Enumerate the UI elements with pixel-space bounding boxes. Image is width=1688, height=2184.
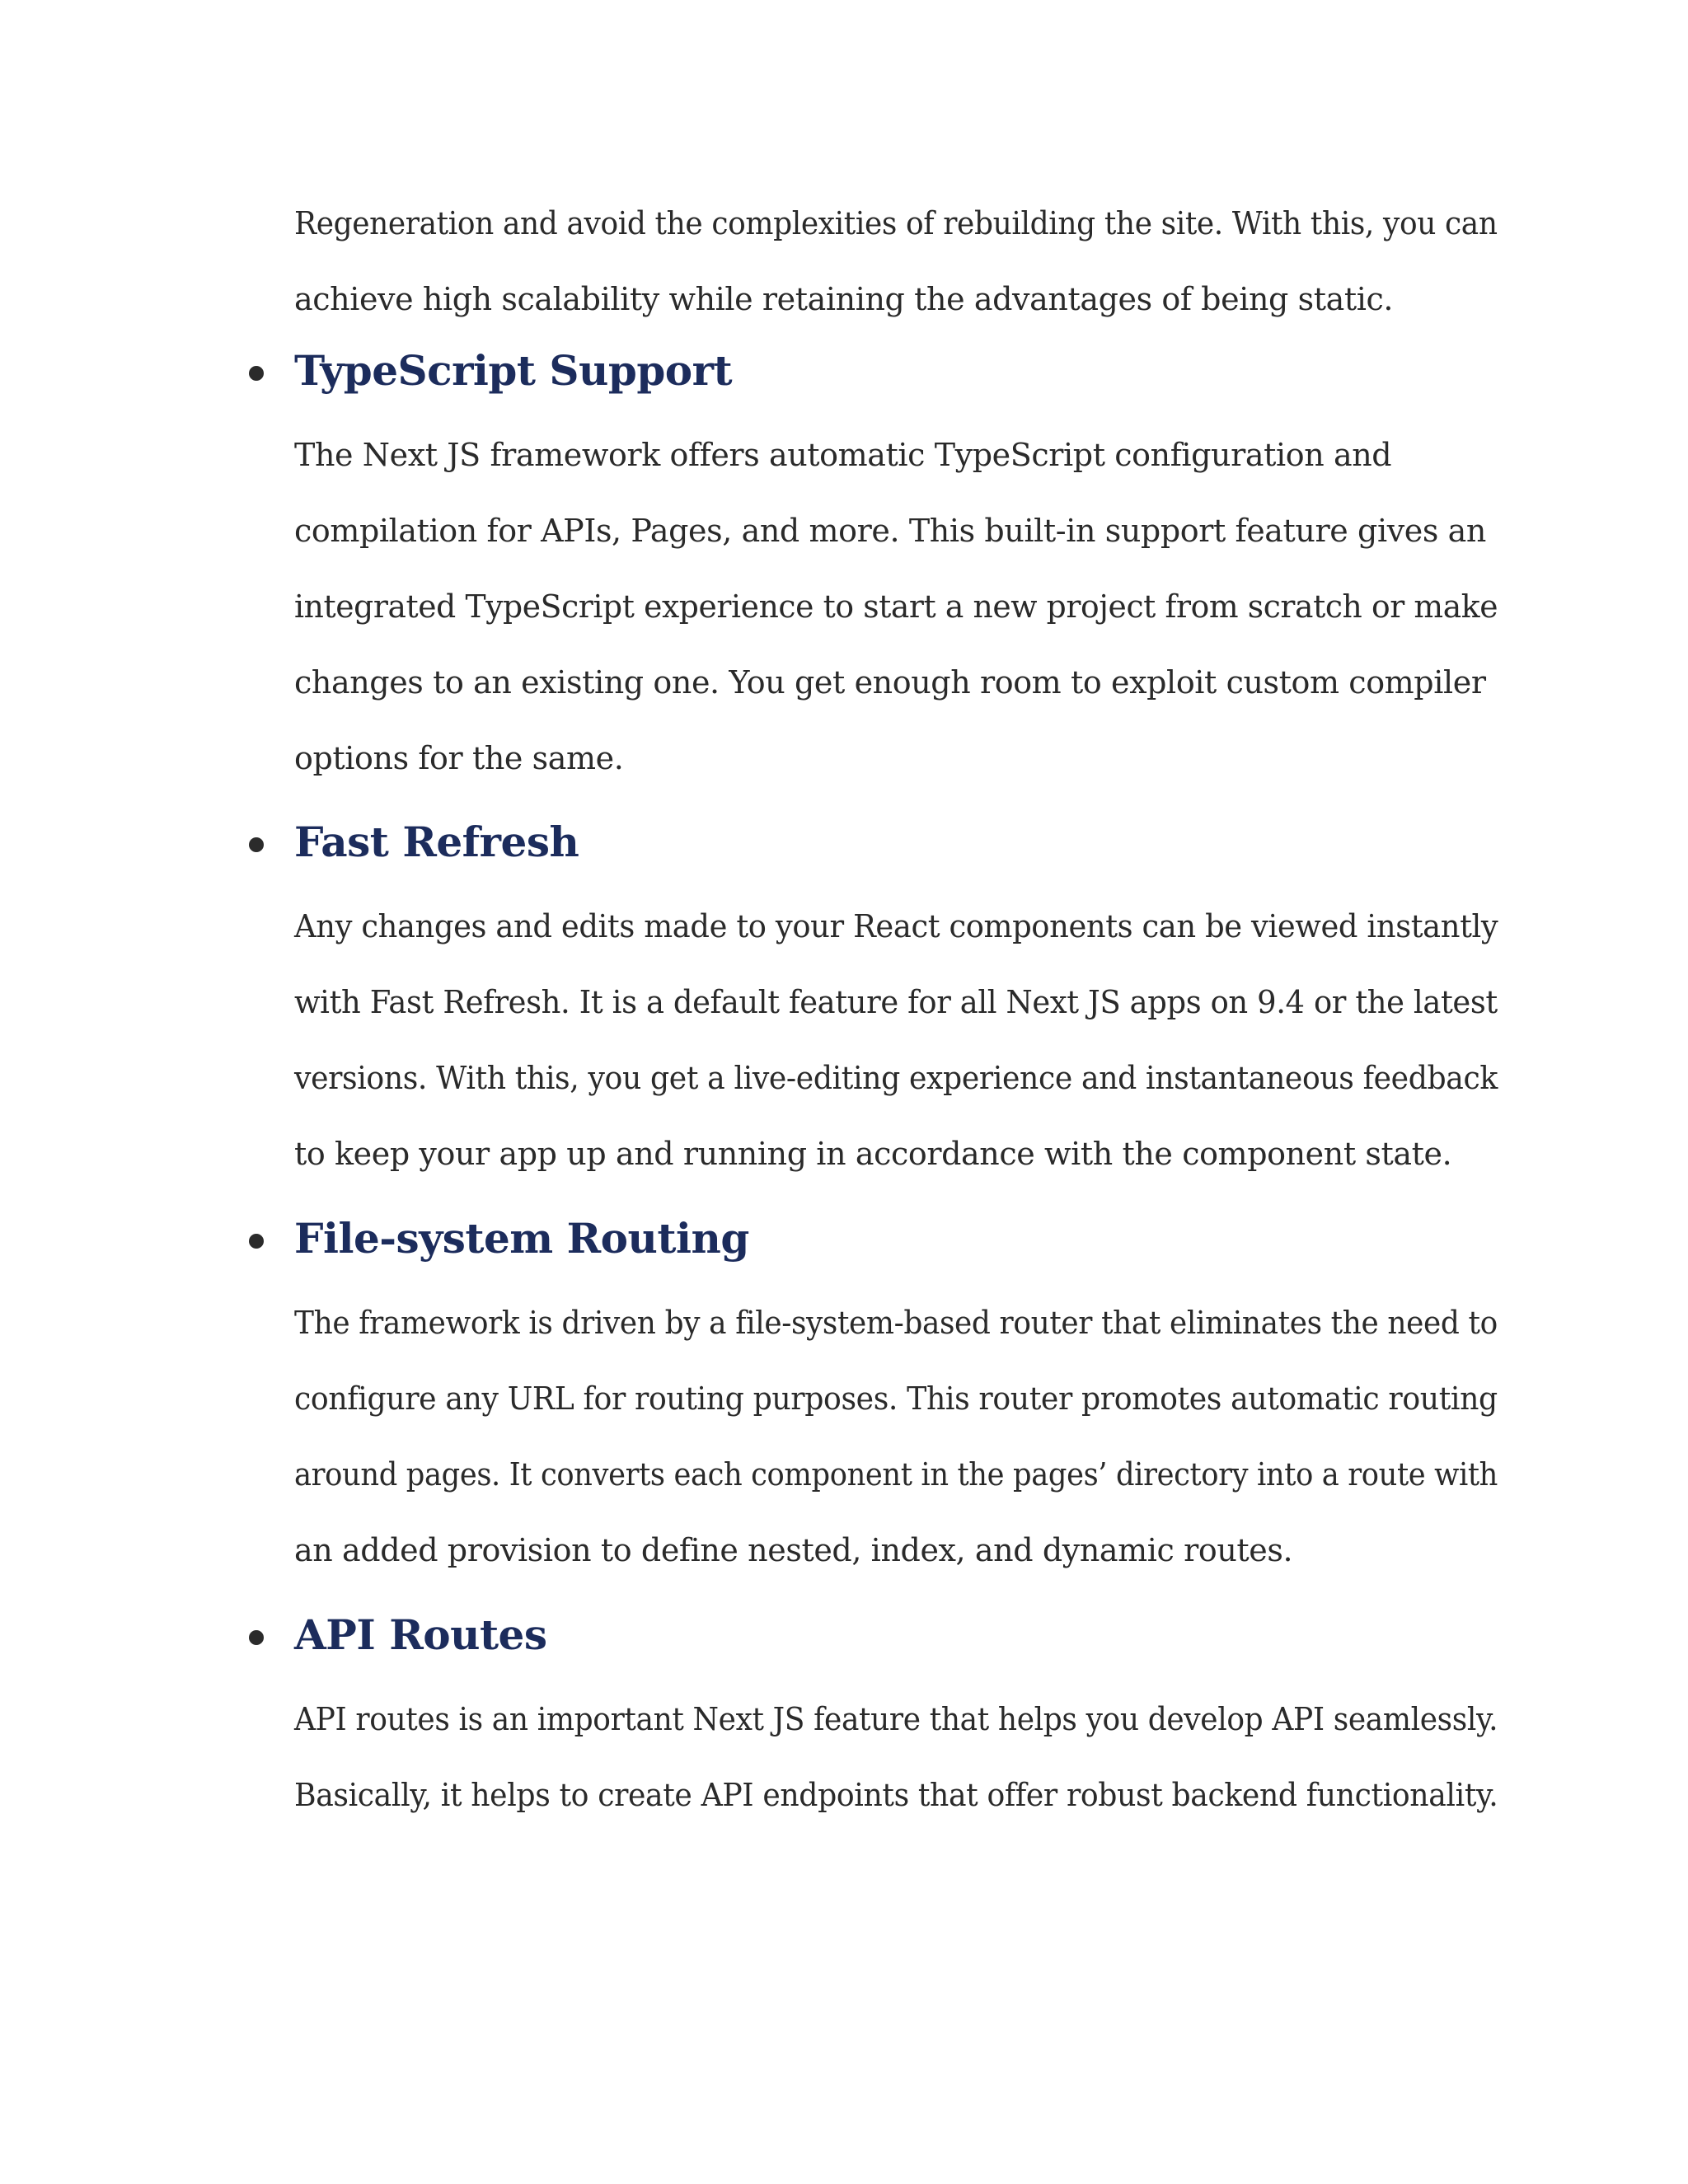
body-line: Any changes and edits made to your React components can be viewed instantly — [294, 908, 1498, 944]
section-paragraph — [294, 1681, 1498, 1833]
bullet-icon — [249, 837, 264, 852]
section-heading-row — [0, 338, 1688, 404]
section-heading: Fast Refresh — [294, 818, 579, 866]
body-line: configure any URL for routing purposes. This router promotes automatic routing — [294, 1380, 1498, 1417]
body-line: API routes is an important Next JS feature that helps you develop API seamlessly. — [294, 1701, 1498, 1737]
body-line: with Fast Refresh. It is a default feature for all Next JS apps on 9.4 or the latest — [294, 984, 1498, 1020]
body-line: options for the same. — [294, 740, 624, 776]
section-paragraph — [294, 417, 1498, 796]
section-heading: API Routes — [294, 1610, 547, 1659]
section-heading-row — [0, 1602, 1688, 1668]
bullet-icon — [249, 1630, 264, 1645]
body-line: achieve high scalability while retaining the advantages of being static. — [294, 281, 1394, 317]
body-line: around pages. It converts each component in the pages’ directory into a route with — [294, 1456, 1498, 1493]
body-line: changes to an existing one. You get enough room to exploit custom compiler — [294, 664, 1486, 701]
section-heading-row — [0, 809, 1688, 875]
section-heading-row — [0, 1206, 1688, 1272]
body-line: Regeneration and avoid the complexities of rebuilding the site. With this, you can — [294, 205, 1498, 241]
bullet-icon — [249, 366, 264, 381]
body-line: versions. With this, you get a live-editing experience and instantaneous feedback — [294, 1060, 1498, 1096]
body-line: The Next JS framework offers automatic TypeScript configuration and — [294, 437, 1392, 473]
section-heading: TypeScript Support — [294, 346, 733, 395]
body-line: an added provision to define nested, index, and dynamic routes. — [294, 1532, 1293, 1568]
intro-paragraph — [294, 185, 1498, 337]
body-line: The framework is driven by a file-system-based router that eliminates the need to — [294, 1305, 1498, 1341]
body-line: integrated TypeScript experience to start a new project from scratch or make — [294, 588, 1498, 625]
body-line: compilation for APIs, Pages, and more. This built-in support feature gives an — [294, 513, 1486, 549]
section-paragraph — [294, 1285, 1498, 1588]
body-line: Basically, it helps to create API endpoints that offer robust backend functionality. — [294, 1777, 1498, 1813]
section-heading: File-system Routing — [294, 1214, 749, 1263]
body-line: to keep your app up and running in accordance with the component state. — [294, 1136, 1452, 1172]
section-paragraph — [294, 888, 1498, 1192]
bullet-icon — [249, 1234, 264, 1249]
